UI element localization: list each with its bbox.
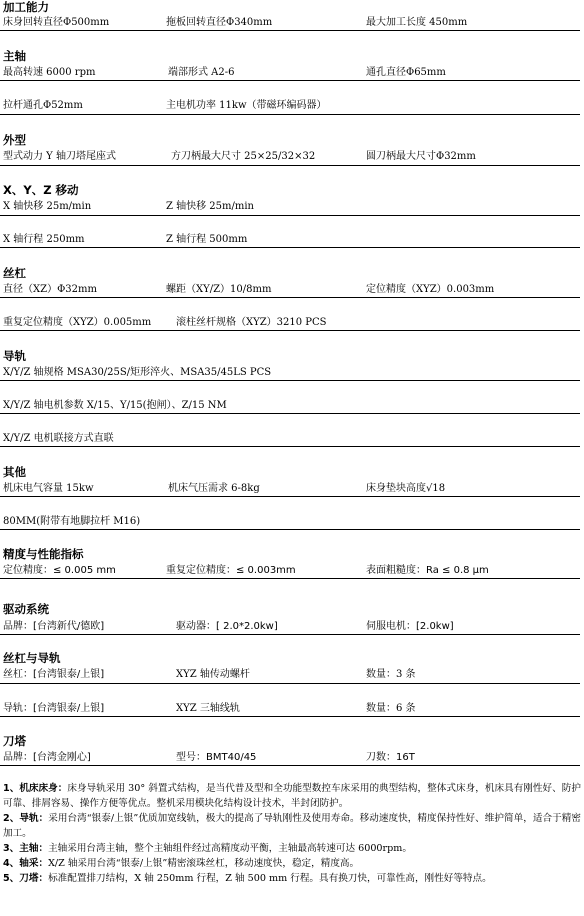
divider	[0, 297, 580, 298]
spec-guideway-size: X/Y/Z 轴规格 MSA30/25S/矩形淬火、MSA35/45LS PCS	[3, 367, 272, 378]
spec-main-motor: 主电机功率 11kw（带磁环编码器）	[166, 100, 327, 111]
spec-drive-brand: 品牌：[台湾新代/德欧]	[3, 621, 105, 632]
spec-turret-brand: 品牌：[台湾金刚心]	[3, 752, 91, 763]
section-title-shape: 外型	[3, 133, 26, 147]
divider	[0, 30, 580, 31]
note-body: 床身导轨采用 30° 斜置式结构，是当代普及型和全功能型数控车床采用的典型结构，整体式床身，机床具有刚性好、防护可靠、排屑容易、操作方便等优点。整机采用模块化结构设计技术，半封闭防护。	[3, 783, 581, 809]
spec-positioning-precision: 定位精度：≤ 0.005 mm	[3, 565, 116, 576]
section-title-xyz-movement: X、Y、Z 移动	[3, 183, 79, 197]
spec-screw-pitch: 螺距（XY/Z）10/8mm	[166, 284, 272, 295]
divider	[0, 683, 580, 684]
section-title-drive-system: 驱动系统	[3, 602, 49, 616]
divider	[0, 215, 580, 216]
spec-screw-diameter: 直径（XZ）Φ32mm	[3, 284, 97, 295]
spec-pad-height: 床身垫块高度√18	[366, 483, 446, 494]
note-body: 主轴采用台湾主轴，整个主轴组件经过高精度动平衡，主轴最高转速可达 6000rpm。	[48, 843, 412, 854]
spec-air-pressure: 机床气压需求 6-8kg	[168, 483, 260, 494]
spec-turret-model: 型号：BMT40/45	[176, 752, 257, 763]
section-title-guideway: 导轨	[3, 349, 26, 363]
divider	[0, 80, 580, 81]
spec-roller-screw: 滚柱丝杆规格（XYZ）3210 PCS	[176, 317, 327, 328]
spec-guide-qty: 数量：6 条	[366, 703, 416, 714]
note-heading: 1、机床床身：	[3, 783, 68, 794]
spec-max-speed: 最高转速 6000 rpm	[3, 67, 96, 78]
note-turret	[3, 871, 581, 886]
divider	[0, 413, 580, 414]
spec-drawbar-bore: 拉杆通孔Φ52mm	[3, 100, 83, 111]
divider	[0, 716, 580, 717]
spec-pad-note: 80MM(附带有地脚拉杆 M16)	[3, 516, 141, 527]
note-heading: 3、主轴：	[3, 843, 49, 854]
divider	[0, 496, 580, 497]
spec-repeat-accuracy: 重复定位精度（XYZ）0.005mm	[3, 317, 152, 328]
section-title-spindle: 主轴	[3, 49, 26, 63]
spec-repeat-precision: 重复定位精度：≤ 0.003mm	[166, 565, 296, 576]
section-title-machining-capacity: 加工能力	[3, 0, 49, 14]
spec-square-shank: 方刀柄最大尺寸 25×25/32×32	[171, 151, 316, 162]
spec-z-rapid: Z 轴快移 25m/min	[166, 201, 255, 212]
spec-max-length: 最大加工长度 450mm	[366, 17, 468, 28]
note-axes	[3, 856, 581, 871]
spec-driver: 驱动器：[ 2.0*2.0kw]	[176, 621, 278, 632]
note-body: X/Z 轴采用台湾“银泰/上银”精密滚珠丝杠，移动速度快，稳定，精度高。	[48, 858, 360, 869]
note-body: 采用台湾“银泰/上银”优质加宽线轨，极大的提高了导轨刚性及使用寿命。移动速度快，精度保持性好、维护简单，适合于精密加工。	[3, 813, 581, 839]
spec-bed-swing: 床身回转直径Φ500mm	[3, 17, 110, 28]
note-heading: 5、刀塔：	[3, 873, 49, 884]
divider	[0, 247, 580, 248]
spec-carriage-swing: 拖板回转直径Φ340mm	[166, 17, 273, 28]
note-bed	[3, 781, 581, 811]
spec-spindle-nose: 端部形式 A2-6	[168, 67, 235, 78]
spec-screw-desc: XYZ 轴传动螺杆	[176, 669, 250, 680]
spec-screw-qty: 数量：3 条	[366, 669, 416, 680]
section-title-screw-and-guide: 丝杠与导轨	[3, 651, 61, 665]
spec-bore-diameter: 通孔直径Φ65mm	[366, 67, 446, 78]
section-title-other: 其他	[3, 465, 26, 479]
divider	[0, 634, 580, 635]
divider	[0, 165, 580, 166]
divider	[0, 765, 580, 766]
spec-motor-params: X/Y/Z 轴电机参数 X/15、Y/15(抱闸）、Z/15 NM	[3, 400, 227, 411]
notes-block	[3, 781, 581, 886]
spec-x-travel: X 轴行程 250mm	[3, 234, 85, 245]
divider	[0, 330, 580, 331]
spec-x-rapid: X 轴快移 25m/min	[3, 201, 92, 212]
divider	[0, 529, 580, 530]
spec-servo-motor: 伺服电机：[2.0kw]	[366, 621, 454, 632]
section-title-ballscrew: 丝杠	[3, 266, 26, 280]
spec-screw-brand: 丝杠：[台湾银泰/上银]	[3, 669, 105, 680]
spec-guide-brand: 导轨：[台湾银泰/上银]	[3, 703, 105, 714]
spec-motor-coupling: X/Y/Z 电机联接方式直联	[3, 433, 114, 444]
note-guideway	[3, 811, 581, 841]
spec-tool-count: 刀数：16T	[366, 752, 415, 763]
section-title-turret: 刀塔	[3, 734, 26, 748]
note-heading: 2、导轨：	[3, 813, 49, 824]
spec-electrical-capacity: 机床电气容量 15kw	[3, 483, 94, 494]
note-body: 标准配置排刀结构，X 轴 250mm 行程，Z 轴 500 mm 行程。具有换刀快，可靠性高，刚性好等特点。	[48, 873, 492, 884]
section-title-precision: 精度与性能指标	[3, 547, 84, 561]
spec-guide-desc: XYZ 三轴线轨	[176, 703, 240, 714]
divider	[0, 578, 580, 579]
note-spindle	[3, 841, 581, 856]
spec-positioning-accuracy: 定位精度（XYZ）0.003mm	[366, 284, 495, 295]
spec-z-travel: Z 轴行程 500mm	[166, 234, 248, 245]
spec-surface-roughness: 表面粗糙度：Ra ≤ 0.8 μm	[366, 565, 489, 576]
divider	[0, 380, 580, 381]
spec-round-shank: 圆刀柄最大尺寸Φ32mm	[366, 151, 476, 162]
note-heading: 4、轴采：	[3, 858, 49, 869]
spec-type: 型式动力 Y 轴刀塔尾座式	[3, 151, 116, 162]
divider	[0, 446, 580, 447]
divider	[0, 114, 580, 115]
